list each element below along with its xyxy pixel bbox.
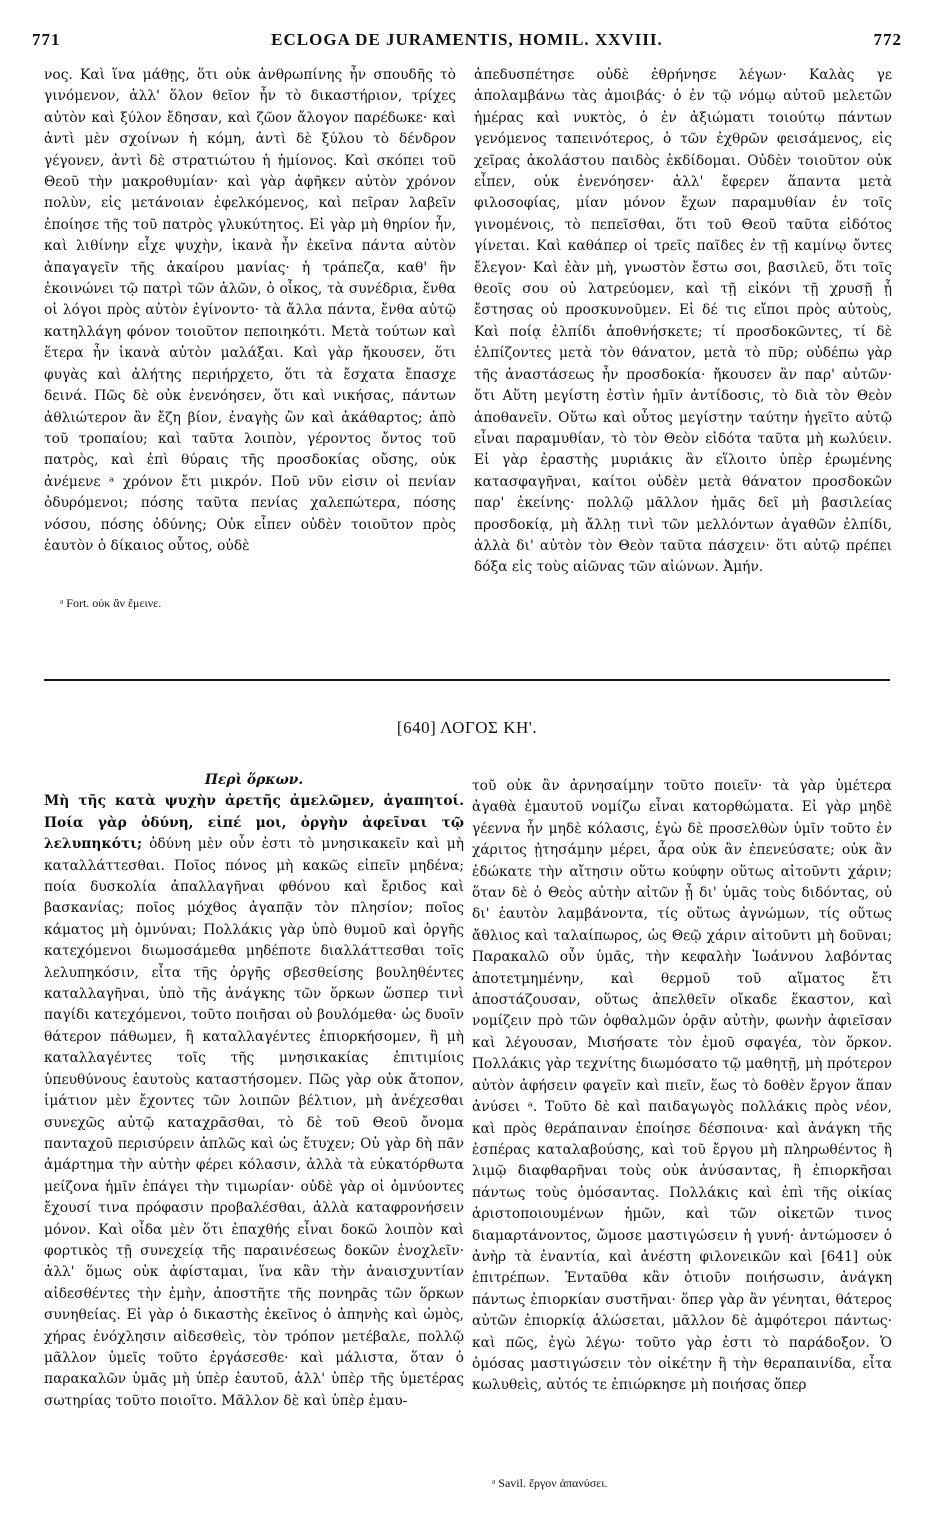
bottom-right-column: [472, 776, 892, 1466]
section-divider: [44, 679, 890, 681]
footnote: ᵃ Fort. οὐκ ἂν ἔμεινε.: [60, 596, 162, 610]
bottom-left-column: [44, 770, 464, 1478]
section-title: [640] ΛΟΓΟΣ ΚΗ'.: [396, 718, 538, 737]
body-text: [44, 791, 464, 1412]
footnote: ᵃ Savil. ἔργον ἀπανύσει.: [492, 1476, 608, 1490]
page-number-left: 771: [32, 30, 61, 49]
body-text: νος. Καὶ ἵνα μάθῃς, ὅτι οὐκ ἀνθρωπίνης ἦν σπουδῆς τὸ γινόμενον, ἀλλ' ὅλον θεῖον ἦν τὸ δικαστήριον, τρίχες αὐτὸν καὶ ξύλον ἔδησαν, καὶ ζῶον ἄλογον παρέδωκε· καὶ ἀντὶ μὲν σχοίνων ἡ κόμη, ἀντὶ δὲ ξύλου τὸ δένδρον γέγονεν, ἀντὶ δὲ στρατιώτου ἡ ἡμίονος. Καὶ σκόπει τοῦ Θεοῦ τὴν μακροθυμίαν· καὶ γὰρ ἀφῆκεν αὐτὸν χρόνον πολὺν, εἰς μετάνοιαν ἐφελκόμενος, καὶ πεῖραν λαβεῖν ἐποίησε τῆς τοῦ πατρὸς γλυκύτητος. Εἰ γὰρ μὴ θηρίον ἦν, καὶ λιθίνην εἶχε ψυχὴν, ἱκανὰ ἦν ἐκεῖνα πάντα αὐτὸν ἀπαγαγεῖν τῆς ἀκαίρου μανίας· ἡ τράπεζα, καθ' ἣν ἐκοινώνει τῷ πατρὶ τῶν ἁλῶν, ὁ οἶκος, τὰ συνέδρια, ἔνθα οἱ λόγοι πρὸς αὐτὸν ἐγίνοντο· τὰ ἄλλα πάντα, ἔνθα αὐτῷ κατηλλάγη φόνον τοιοῦτον πεποιηκότι. Μετὰ τούτων καὶ ἕτερα ἦν ἱκανὰ αὐτὸν μαλάξαι. Καὶ γὰρ ἤκουσεν, ὅτι φυγὰς καὶ ἀλήτης περιήρχετο, ὅτι τὰ ἔσχατα ἔπασχε δεινά. Πῶς δὲ οὐκ ἐνενόησεν, ὅτι καὶ νικήσας, πάντων ἀθλιώτερον ἂν ἔζη βίον, ἐναγὴς ὢν καὶ ἀκάθαρτος; ἀπὸ τοῦ τροπαίου; καὶ ταῦτα λοιπὸν, γέροντος ὄντος τοῦ πατρὸς, καὶ ἐπὶ θύραις τῆς προσδοκίας οὔσης, οὐκ ἀνέμενε ᵃ χρόνον ἔτι μικρόν. Ποῦ νῦν εἰσιν οἱ πενίαν ὀδυρόμενοι; πόσης ταῦτα πενίας χαλεπώτερα, πόσης νόσου, πόσης ὀδύνης; Οὐκ εἶπεν οὐδὲν τοιοῦτον πρὸς ἑαυτὸν ὁ δίκαιος οὗτος, οὐδὲ: [44, 67, 456, 554]
running-title: ECLOGA DE JURAMENTIS, HOMIL. XXVIII.: [271, 30, 663, 49]
body-text: ἀπεδυσπέτησε οὐδὲ ἐθρήνησε λέγων· Καλὰς γε ἀπολαμβάνω τὰς ἀμοιβάς· ὁ ἐν τῷ νόμῳ αὐτοῦ μελετῶν ἡμέρας καὶ νυκτὸς, ὁ ἐν ἀξιώματι τοιούτῳ πάντων γενόμενος ταπεινότερος, ὁ τῶν ἐχθρῶν φεισάμενος, εἰς χεῖρας ἀκολάστου παιδὸς ἐκδίδομαι. Οὐδὲν τοιοῦτον οὐκ εἶπεν, οὐκ ἐνενόησεν· ἀλλ' ἔφερεν ἅπαντα μετὰ φιλοσοφίας, μίαν μόνον ἔχων παραμυθίαν ἐν τοῖς γινομένοις, τὸ πεπεῖσθαι, ὅτι τοῦ Θεοῦ ταῦτα εἰδότος γίνεται. Καὶ καθάπερ οἱ τρεῖς παῖδες ἐν τῇ καμίνῳ ὄντες ἔλεγον· Καὶ ἐὰν μὴ, γνωστὸν ἔστω σοι, βασιλεῦ, ὅτι τοῖς θεοῖς σου οὐ λατρεύομεν, καὶ τῇ εἰκόνι τῇ χρυσῇ ᾗ ἔστησας οὐ προσκυνοῦμεν. Εἰ δέ τις εἴποι πρὸς αὐτοὺς, Καὶ ποίᾳ ἐλπίδι ἀποθνήσκετε; τί προσδοκῶντες, τί δὲ ἐλπίζοντες μετὰ τὸν θάνατον, μετὰ τὸ πῦρ; οὐδέπω γὰρ τῆς ἀναστάσεως ἦν προσδοκία· ἤκουσεν ἂν παρ' αὐτῶν· ὅτι Αὕτη μεγίστη ἐστὶν ἡμῖν ἀντίδοσις, τὸ διὰ τὸν Θεὸν ἀποθανεῖν. Οὕτω καὶ οὗτος μεγίστην ταύτην ἡγεῖτο αὐτῷ εἶναι παραμυθίαν, τὸ τὸν Θεὸν εἰδότα ταῦτα μὴ κωλύειν. Εἰ γὰρ ἐραστὴς μυριάκις ἂν εἵλοιτο ὑπὲρ ἐρωμένης κατασφαγῆναι, καίτοι οὐδὲν μετὰ θάνατον προσδοκῶν παρ' ἐκείνης· πολλῷ μᾶλλον ἡμᾶς δεῖ μὴ βασιλείας προσδοκίᾳ, μὴ ἄλλῃ τινὶ τῶν μελλόντων ἀγαθῶν ἐλπίδι, ἀλλὰ δι' αὐτὸν τὸν Θεὸν ταῦτα πάσχειν· ὅτι αὐτῷ πρέπει δόξα εἰς τοὺς αἰῶνας τῶν αἰώνων. Ἀμήν.: [474, 67, 892, 576]
top-left-column: [44, 65, 456, 583]
page-number-right: 772: [873, 30, 902, 49]
top-right-column: [474, 65, 892, 635]
subheading: Περὶ ὅρκων.: [204, 772, 304, 788]
body-text: τοῦ οὐκ ἂν ἀρνησαίμην τοῦτο ποιεῖν· τὰ γὰρ ὑμέτερα ἀγαθὰ ἐμαυτοῦ νομίζω εἶναι κατορθώματα. Εἰ γὰρ μηδὲ γέεννα ἦν μηδὲ κόλασις, ἐγὼ δὲ προσελθὼν ὑμῖν τοῦτο ἐν χάριτος ᾐτησάμην μέρει, ἆρα οὐκ ἂν ἐπενεύσατε; οὐκ ἂν ἐδώκατε τὴν αἴτησιν οὕτω κούφην οὕτως αἰτοῦντι χάριν; ὅταν δὲ ὁ Θεὸς αὐτὴν αἰτῶν ᾖ δι' ὑμᾶς τοὺς διδόντας, οὐ δι' ἑαυτὸν λαμβάνοντα, τίς οὕτως ἀγνώμων, τίς οὕτως ἄθλιος καὶ ταλαίπωρος, ὡς Θεῷ χάριν αἰτοῦντι μὴ δοῦναι; Παρακαλῶ οὖν ὑμᾶς, τὴν κεφαλὴν Ἰωάννου λαβόντας ἀποτετμημένην, καὶ θερμοῦ τοῦ αἵματος ἔτι ἀποστάζουσαν, οὕτως ἀπελθεῖν οἴκαδε ἕκαστον, καὶ νομίζειν πρὸ τῶν ὀφθαλμῶν ὁρᾷν αὐτὴν, φωνὴν ἀφιεῖσαν καὶ λέγουσαν, Μισήσατε τὸν ἐμοῦ σφαγέα, τὸν ὅρκον. Πολλάκις γὰρ τεχνίτης διωμόσατο τῷ μαθητῇ, μὴ πρότερον αὐτὸν ἀφήσειν φαγεῖν καὶ πιεῖν, ἕως τὸ δοθὲν ἔργον ἅπαν ἀνύσει ᵃ. Τοῦτο δὲ καὶ παιδαγωγὸς πολλάκις πρὸς νέον, καὶ πρὸς θεράπαιναν ἐποίησε δέσποινα· καὶ ἀνάγκη τῆς ἑσπέρας καταλαβούσης, καὶ τοῦ ἔργου μὴ πληρωθέντος ἢ λιμῷ διαφθαρῆναι τοὺς οὐκ ἀνύσαντας, ἢ ἐπιορκῆσαι πάντως τοὺς ὀμόσαντας. Πολλάκις καὶ ἐπὶ τῆς οἰκίας ἀριστοποιουμένων ἡμῶν, καὶ τῶν οἰκετῶν τινος διαμαρτάνοντος, ὤμοσε μαστιγώσειν ἡ γυνή· ἀντώμοσεν ὁ ἀνὴρ τὰ ἐναντία, καὶ ἀνέστη φιλονεικῶν καὶ [641] οὐκ ἐπιτρέπων. Ἐνταῦθα κἂν ὁτιοῦν ποιήσωσιν, ἀνάγκη πάντως ἐπιορκίαν συστῆναι· ὅπερ γὰρ ἂν γένηται, θάτερος αὐτῶν ἐπιορκίᾳ ἁλώσεται, μᾶλλον δὲ ἀμφότεροι πάντως· καὶ πῶς, ἐγὼ λέγω· τοῦτο γὰρ ἐστι τὸ παράδοξον. Ὁ ὀμόσας μαστιγώσειν τὸν οἰκέτην ἢ τὴν θεραπαινίδα, εἶτα κωλυθεὶς, αὐτός τε ἐπιώρκησε μὴ ποιήσας ὅπερ: [472, 778, 892, 1394]
lead-text: Μὴ τῆς κατὰ ψυχὴν ἀρετῆς ἀμελῶμεν, ἀγαπητοί. Ποία γὰρ ὀδύνη, εἰπέ μοι, ὀργὴν ἀφεῖναι τῷ λελυπηκότι;: [44, 793, 464, 853]
body-text-continued: ὀδύνη μὲν οὖν ἐστι τὸ μνησικακεῖν καὶ μὴ καταλλάττεσθαι. Ποῖος πόνος μὴ κακῶς εἰπεῖν μηδένα; ποία δυσκολία ἀπαλλαγῆναι φθόνου καὶ ἔριδος καὶ βασκανίας; ποῖος μόχθος ἀγαπᾷν τὸν πλησίον; ποῖος κάματος μὴ ὀμνύναι; Πολλάκις γὰρ ὑπὸ θυμοῦ καὶ ὀργῆς κατεχόμενοι διωμοσάμεθα μηδέποτε διαλλάττεσθαι τοῖς λελυπηκόσιν, εἶτα τῆς ὀργῆς σβεσθείσης βουληθέντες καταλλαγῆναι, ὑπὸ τῆς ἀνάγκης τῶν ὅρκων ὥσπερ τινὶ παγίδι κατεχόμενοι, τοῦτο ποιῆσαι οὐ βουλόμεθα· ὡς δυοῖν θάτερον πάθωμεν, ἢ καταλλαγέντες ἐπιορκήσομεν, ἢ μὴ καταλλαγέντες τοῖς τῆς μνησικακίας ἐπιτιμίοις ὑπευθύνους ἑαυτοὺς καταστήσομεν. Πῶς γὰρ οὐκ ἄτοπον, ἱμάτιον μὲν ἔχοντες τῶν λοιπῶν βέλτιον, μὴ ἀνέχεσθαι συνεχῶς αὐτῷ καταχρᾶσθαι, τὸ δὲ τοῦ Θεοῦ ὄνομα πανταχοῦ περισύρειν ἁπλῶς καὶ ὡς ἔτυχεν; Οὐ γὰρ δὴ πᾶν ἁμάρτημα τὴν αὐτὴν φέρει κόλασιν, ἀλλὰ τὰ εὐκατόρθωτα μείζονα ἡμῖν ἐπάγει τὴν τιμωρίαν· οὐδὲ γὰρ οἱ ὀμνύοντες ἔχουσί τινα πρόφασιν προβαλέσθαι, ἀλλὰ καταφρονήσειν μόνον. Καὶ οἶδα μὲν ὅτι ἐπαχθής εἶναι δοκῶ λοιπὸν καὶ φορτικὸς τῇ συνεχείᾳ τῆς παραινέσεως δοκῶν ἐνοχλεῖν· ἀλλ' ὅμως οὐκ ἀφίσταμαι, ἵνα κἂν τὴν ἀναισχυντίαν αἰδεσθέντες τὴν ἐμὴν, ἀποστῆτε τῆς πονηρᾶς τῶν ὅρκων συνηθείας. Εἰ γὰρ ὁ δικαστὴς ἐκεῖνος ὁ ἀπηνὴς καὶ ὠμὸς, χήρας ἐνόχλησιν αἰδεσθεὶς, τὸν τρόπον μετέβαλε, πολλῷ μᾶλλον ὑμεῖς τοῦτο ἐργάσεσθε· καὶ μάλιστα, ὅταν ὁ παρακαλῶν ὑμᾶς μὴ ὑπὲρ ἑαυτοῦ, ἀλλ' ὑπὲρ τῆς ὑμετέρας σωτηρίας τοῦτο ποιοῖτο. Μᾶλλον δὲ καὶ ὑπὲρ ἐμαυ-: [44, 836, 464, 1409]
running-header: [32, 30, 902, 58]
